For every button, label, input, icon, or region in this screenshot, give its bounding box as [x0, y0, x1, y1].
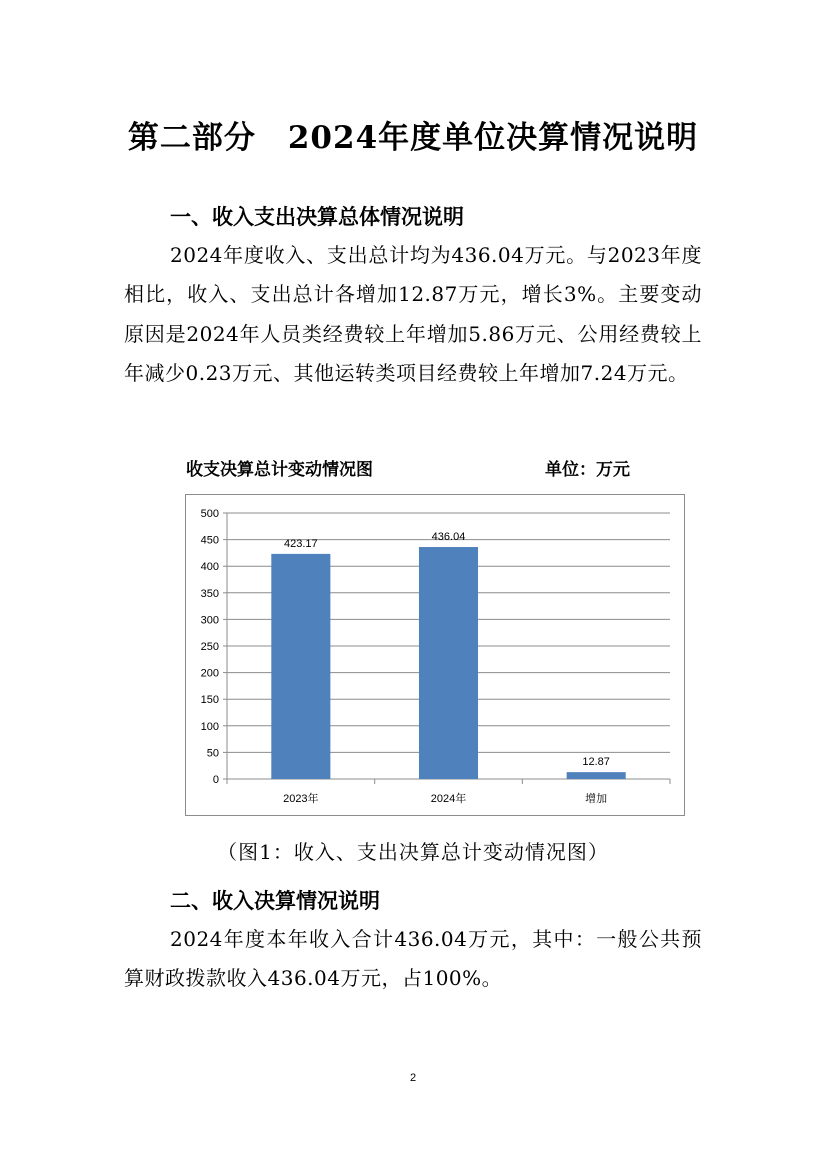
x-tick-label: 增加	[585, 793, 608, 805]
data-label: 423.17	[284, 537, 318, 550]
y-tick-label: 200	[200, 667, 219, 680]
bar-2	[567, 772, 626, 779]
y-tick-label: 150	[200, 694, 219, 707]
section-2-paragraph: 2024年度本年收入合计436.04万元，其中：一般公共预算财政拨款收入436.04万元，占100%。	[124, 927, 702, 991]
section-heading-1: 一、收入支出决算总体情况说明	[170, 205, 464, 229]
y-tick-label: 350	[200, 587, 219, 600]
bar-0	[271, 554, 330, 779]
bar-chart	[185, 494, 685, 816]
section-heading-2: 二、收入决算情况说明	[170, 889, 380, 913]
chart-unit: 单位：万元	[545, 460, 630, 480]
y-tick-label: 300	[200, 614, 219, 627]
y-tick-label: 100	[200, 720, 219, 733]
chart-title: 收支决算总计变动情况图	[186, 460, 373, 480]
data-label: 12.87	[582, 756, 610, 769]
data-label: 436.04	[431, 531, 466, 544]
y-tick-label: 450	[200, 534, 219, 547]
y-tick-label: 400	[200, 561, 219, 574]
x-tick-label: 2023年	[283, 793, 319, 805]
x-tick-label: 2024年	[430, 793, 467, 805]
y-tick-label: 250	[200, 641, 219, 653]
page-title: 第二部分 2024年度单位决算情况说明	[127, 120, 699, 156]
bar-1	[419, 547, 478, 779]
section-1-paragraph: 2024年度收入、支出总计均为436.04万元。与2023年度相比，收入、支出总计各增加12.87万元，增长3%。主要变动原因是2024年人员类经费较上年增加5.86万元、公用经费较上年减少0.23万元、其他运转类项目经费较上年增加7.24万元。	[124, 243, 702, 386]
figure-caption: （图1：收入、支出决算总计变动情况图）	[217, 840, 609, 864]
page-number: 2	[409, 1072, 417, 1084]
y-tick-label: 50	[206, 747, 219, 760]
y-tick-label: 0	[212, 774, 219, 786]
bar-chart-svg	[186, 495, 684, 815]
y-tick-label: 500	[200, 508, 219, 520]
